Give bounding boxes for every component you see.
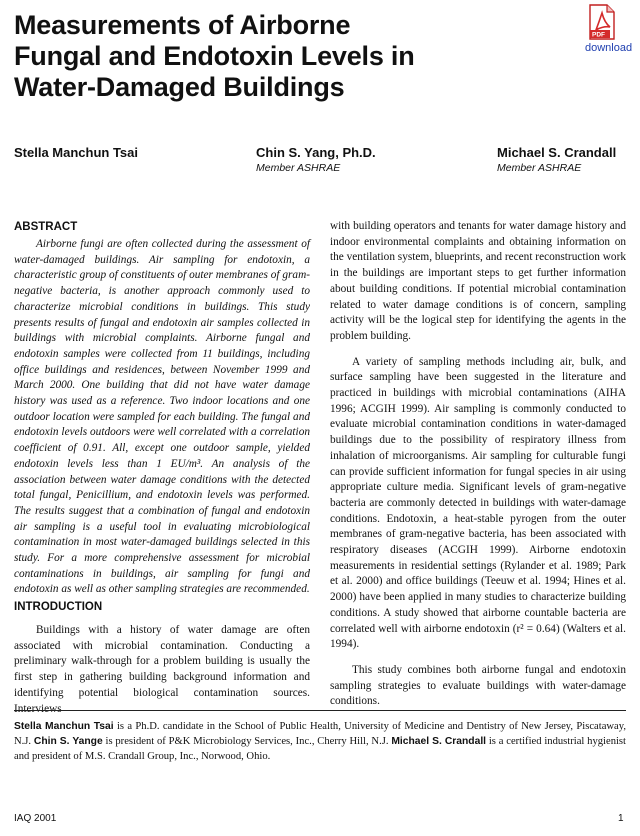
author-name: Chin S. Yang, Ph.D. <box>256 145 376 160</box>
paper-title <box>14 10 494 103</box>
page-number: 1 <box>618 813 624 824</box>
right-column-body <box>330 219 626 710</box>
pdf-icon <box>587 4 617 40</box>
footnote-divider <box>14 710 626 711</box>
author-affiliation: Member ASHRAE <box>256 162 341 174</box>
footnote-author-name: Stella Manchun Tsai <box>14 721 114 732</box>
abstract-body <box>14 237 310 598</box>
author-name: Michael S. Crandall <box>497 145 617 160</box>
introduction-heading: INTRODUCTION <box>14 601 103 613</box>
footnote-author-name: Chin S. Yange <box>33 736 103 747</box>
author-name: Stella Manchun Tsai <box>14 145 139 160</box>
body-paragraph: A variety of sampling methods including air, bulk, and surface sampling have been suggested in the literature and practiced in buildings with microbial contaminations (AIHA 1996; ACGIH 1999). Air sampling is commonly conducted to evaluate microbial contamination conditions in water-damaged buildings due to the possibility of respiratory illness from inhalation of microorganisms. Air sampling for culturable fungi can provide sufficient information for fungal species in air using appropriate culture media. Significant levels of gram-negative bacteria are commonly detected in buildings with water-damage conditions. Endotoxin, a heat-stable pyrogen from the outer membranes of gram-negative bacteria, has been associated with respiratory diseases (ACGIH 1999). Airborne endotoxin measurements in residential settings (Rylander et al. 1989; Park et al. 2000) and office buildings (Teeuw et al. 1994; Hines et al. 2000) have been applied in many studies to characterize building conditions. A study showed that airborne countable bacteria are correlated well with airborne endotoxin (r² = 0.64) (Walters et al. 1994). <box>330 355 626 651</box>
body-paragraph: with building operators and tenants for water damage history and indoor environmental complaints and obtaining information on the ventilation system, blueprints, and recent reconstruction work in the buildings are important steps to get further information about building conditions. If potential microbial contamination related to water damage conditions is of concern, sampling activity will be the logical step for identifying the agents in the problem building. <box>330 220 626 342</box>
pdf-download-link[interactable] <box>583 4 639 56</box>
body-paragraph: This study combines both airborne fungal and endotoxin sampling strategies to evaluate buildings with water-damage conditions. <box>330 663 626 708</box>
footnote-author-name: Michael S. Crandall <box>391 736 487 747</box>
footer-conference-label: IAQ 2001 <box>14 813 57 824</box>
footnote-text: is a certified industrial hygienist and president of M.S. Crandall Group, Inc., Norwood, Ohio. <box>14 736 626 762</box>
download-link-label[interactable]: download <box>585 42 633 54</box>
svg-text:PDF: PDF <box>592 31 605 39</box>
title-line: Water-Damaged Buildings <box>14 72 345 102</box>
title-line: Measurements of Airborne <box>14 10 351 40</box>
title-line: Fungal and Endotoxin Levels in <box>14 41 415 71</box>
author-affiliation: Member ASHRAE <box>497 162 582 174</box>
introduction-paragraph: Buildings with a history of water damage are often associated with microbial contamination. Conducting a preliminary walk-through for a problem building is usually the first step in gathering building background information and identifying potential biological contamination sources. Interviews <box>14 624 310 715</box>
abstract-heading: ABSTRACT <box>14 221 78 233</box>
footnote-text: is a Ph.D. candidate in the School of Public Health, University of Medicine and Dentistry of New Jersey, Piscataway, N.J. <box>14 721 627 747</box>
footnote-text: is president of P&K Microbiology Services, Inc., Cherry Hill, N.J. <box>102 736 392 747</box>
abstract-paragraph: Airborne fungi are often collected during the assessment of water-damaged buildings. Air sampling for endotoxin, a characteristic group of constituents of outer membranes of gram-negative bacteria, is another approach commonly used to characterize microbial conditions in buildings. This study presents results of fungal and endotoxin air samples collected in buildings with microbial complaints. Airborne fungal and endotoxin samples were collected from 11 buildings, including office buildings and residences, between November 1999 and March 2000. One building that did not have water damage history was used as a reference. Two indoor locations and one outdoor location were sampled for each building. The fungal and endotoxin levels outdoors were well correlated with a correlation coefficient of 0.91. All, except one outdoor sample, yielded endotoxin levels less than 1 EU/m³. An analysis of the association between water damage conditions with the detected total fungal, Penicillium, and endotoxin levels was performed. The results suggest that a combination of fungal and endotoxin air sampling is a useful tool in evaluating microbiological contamination in most water-damaged buildings selected in this study. For a more comprehensive assessment for microbial contaminations in buildings, air sampling for fungi and endotoxin as well as other sampling strategies are recommended. <box>14 238 310 596</box>
introduction-body <box>14 623 310 717</box>
author-footnote <box>14 719 626 764</box>
